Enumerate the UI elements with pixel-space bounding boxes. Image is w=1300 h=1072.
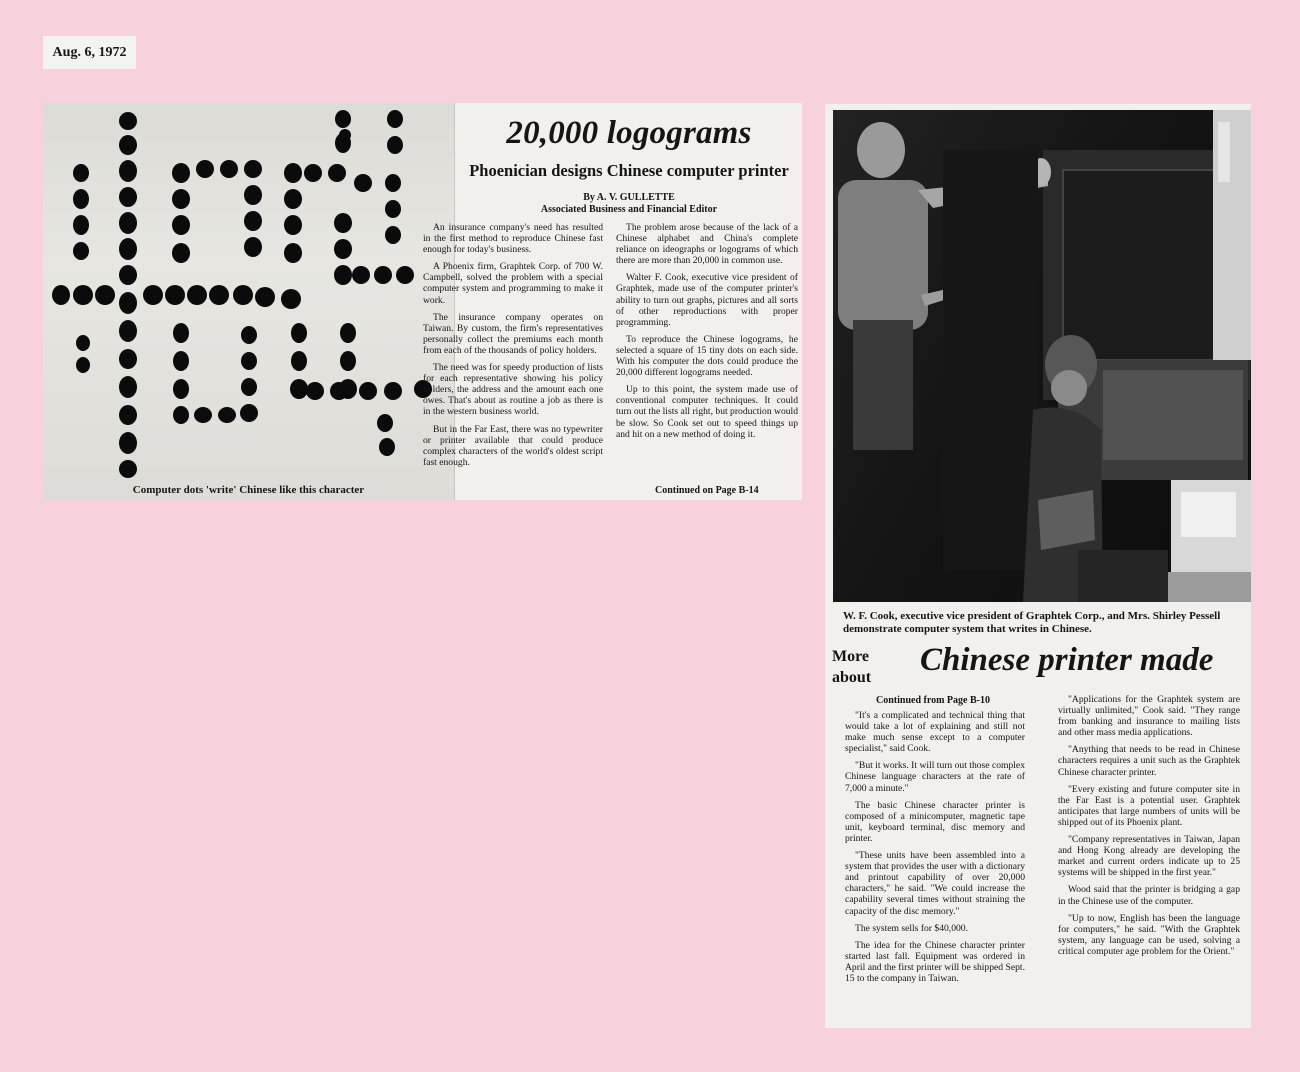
article-column-1 — [423, 222, 603, 474]
paragraph: The insurance company operates on Taiwan. By custom, the firm's representatives personally collect the premiums each month from each of the thousands of policy holders. — [423, 311, 603, 356]
continued-from-label: Continued from Page B-10 — [876, 695, 990, 706]
article-column-2 — [616, 222, 798, 446]
photo-illustration — [833, 110, 1251, 602]
paragraph: "Up to now, English has been the language for computers," he said. "With the Graphtek system, any language can be used, solving a critical computer age problem for the Orient." — [1058, 912, 1240, 957]
paragraph: "Anything that needs to be read in Chinese characters requires a unit such as the Graphtek Chinese character printer. — [1058, 744, 1240, 778]
article-column-4 — [1058, 694, 1240, 963]
dot-matrix-character-image — [43, 103, 455, 500]
paragraph: Wood said that the printer is bridging a gap in the Chinese use of the computer. — [1058, 884, 1240, 907]
paragraph: A Phoenix firm, Graphtek Corp. of 700 W. Campbell, solved the problem with a special computer system and programming to make it work. — [423, 261, 603, 306]
byline-author: By A. V. GULLETTE — [583, 192, 675, 203]
article-clipping-logograms — [43, 103, 802, 500]
paragraph: "Applications for the Graphtek system are virtually unlimited," Cook said. "They range from banking and insurance to mailing lists and other mass media applications. — [1058, 694, 1240, 739]
glyph-stroke-bar — [52, 285, 301, 309]
photo-caption: W. F. Cook, executive vice president of Graphtek Corp., and Mrs. Shirley Pessell demonstrate computer system that writes in Chinese. — [843, 610, 1221, 635]
article-clipping-chinese-printer — [825, 104, 1251, 1028]
paragraph: "These units have been assembled into a system that provides the user with a dictionary and printout capability of over 20,000 characters," he said. "We could increase the capability several times without straining the capacity of the disc memory." — [845, 850, 1025, 917]
paragraph: Up to this point, the system made use of conventional computer techniques. It could turn out the lists all right, but production would be slow. So Cook set out to speed things up and hit on a new method of doing it. — [616, 384, 799, 440]
dot-matrix-glyph — [43, 103, 454, 500]
paragraph: "Every existing and future computer site in the Far East is a potential user. Graphtek anticipates that large numbers of units will be shipped out of its Phoenix plant. — [1058, 783, 1240, 828]
byline-title: Associated Business and Financial Editor — [540, 204, 718, 215]
paragraph: "It's a complicated and technical thing that would take a lot of explaining and still not make much sense except to a computer specialist," said Cook. — [845, 710, 1025, 755]
article-column-3 — [845, 710, 1025, 990]
paragraph: The need was for speedy production of lists for each representative showing his policy holders, the address and the amount each one owes. That's about as routine a job as there is in the western business world. — [423, 362, 603, 418]
paragraph: "But it works. It will turn out those complex Chinese language characters at the rate of 7,000 a minute." — [845, 760, 1025, 794]
paragraph: "Company representatives in Taiwan, Japan and Hong Kong already are developing the market and current orders indicate up to 25 systems will be shipped in the first year." — [1058, 834, 1240, 879]
headline-logograms: 20,000 logograms — [506, 115, 752, 151]
headline-chinese-printer: Chinese printer made — [920, 642, 1214, 678]
paragraph: But in the Far East, there was no typewriter or printer available that could produce complex characters of the world's oldest script fast enough. — [423, 423, 603, 468]
date-label: Aug. 6, 1972 — [43, 36, 136, 69]
paragraph: The idea for the Chinese character printer started last fall. Equipment was ordered in April and the first printer will be shipped Sept. 15 to the company in Taiwan. — [845, 939, 1025, 984]
more-about-label: More about — [832, 648, 872, 686]
paragraph: The problem arose because of the lack of a Chinese alphabet and China's complete reliance on ideographs or logograms of which there are more than 20,000 in common use. — [616, 222, 798, 267]
paragraph: An insurance company's need has resulted in the first method to reproduce Chinese fast enough for today's business. — [423, 222, 603, 256]
photo-computer-system — [833, 110, 1251, 602]
paragraph: The basic Chinese character printer is composed of a minicomputer, magnetic tape unit, keyboard terminal, disc memory and printer. — [845, 799, 1025, 844]
glyph-caption: Computer dots 'write' Chinese like this character — [132, 484, 365, 496]
paragraph: Walter F. Cook, executive vice president of Graphtek, made use of the computer printer's ability to turn out graphs, pictures and all sorts of other reproductions with proper programming. — [616, 272, 798, 328]
paragraph: To reproduce the Chinese logograms, he selected a square of 15 tiny dots on each side. With his computer the dots could produce the 20,000 different logograms needed. — [616, 333, 798, 379]
subhead: Phoenician designs Chinese computer printer — [469, 161, 789, 180]
paragraph: The system sells for $40,000. — [855, 922, 968, 934]
continued-on-label: Continued on Page B-14 — [655, 485, 759, 496]
byline — [456, 192, 802, 216]
